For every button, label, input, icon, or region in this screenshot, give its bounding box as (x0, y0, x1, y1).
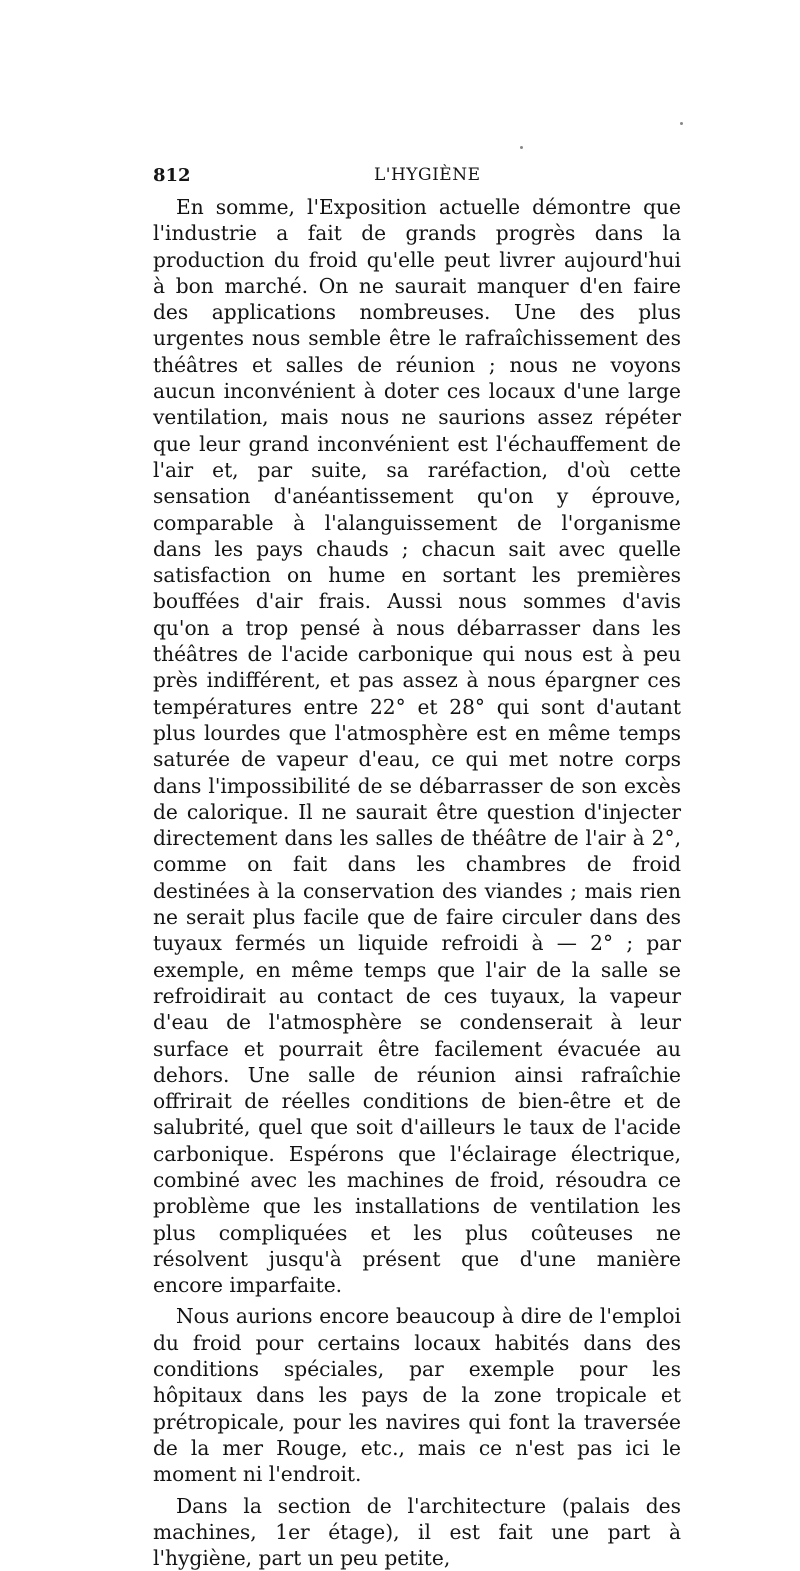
paragraph-architecture-section: Dans la section de l'architecture (palais des machines, 1er étage), il est fait une part à l'hygiène, part un peu petite, (153, 1493, 681, 1571)
paper-speck (680, 122, 683, 125)
page-number: 812 (153, 165, 191, 186)
paper-speck (520, 146, 523, 149)
page-header (153, 165, 667, 191)
body-text (153, 194, 681, 1571)
running-title: L'HYGIÈNE (374, 165, 481, 185)
paragraph-ventilation: En somme, l'Exposition actuelle démontre que l'industrie a fait de grands progrès dans la production du froid qu'elle peut livrer aujourd'hui à bon marché. On ne saurait manquer d'en faire des applications nombreuses. Une des plus urgentes nous semble être le rafraîchissement des théâtres et salles de réunion ; nous ne voyons aucun inconvénient à doter ces locaux d'une large ventilation, mais nous ne saurions assez répéter que leur grand inconvénient est l'échauffement de l'air et, par suite, sa raréfaction, d'où cette sensation d'anéantissement qu'on y éprouve, comparable à l'alanguissement de l'organisme dans les pays chauds ; chacun sait avec quelle satisfaction on hume en sortant les premières bouffées d'air frais. Aussi nous sommes d'avis qu'on a trop pensé à nous débarrasser dans les théâtres de l'acide carbonique qui nous est à peu près indifférent, et pas assez à nous épargner ces températures entre 22° et 28° qui sont d'autant plus lourdes que l'atmosphère est en même temps saturée de vapeur d'eau, ce qui met notre corps dans l'impossibilité de se débarrasser de son excès de calorique. Il ne saurait être question d'injecter directement dans les salles de théâtre de l'air à 2°, comme on fait dans les chambres de froid destinées à la conservation des viandes ; mais rien ne serait plus facile que de faire circuler dans des tuyaux fermés un liquide refroidi à — 2° ; par exemple, en même temps que l'air de la salle se refroidirait au contact de ces tuyaux, la vapeur d'eau de l'atmosphère se condenserait à leur surface et pourrait être facilement évacuée au dehors. Une salle de réunion ainsi rafraîchie offrirait de réelles conditions de bien-être et de salubrité, quel que soit d'ailleurs le taux de l'acide carbonique. Espérons que l'éclairage électrique, combiné avec les machines de froid, résoudra ce problème que les installations de ventilation les plus compliquées et les plus coûteuses ne résolvent jusqu'à présent que d'une manière encore imparfaite. (153, 195, 681, 1298)
paragraph-special-conditions: Nous aurions encore beaucoup à dire de l'emploi du froid pour certains locaux habités dans des conditions spéciales, par exemple pour les hôpitaux dans les pays de la zone tropicale et prétropicale, pour les navires qui font la traversée de la mer Rouge, etc., mais ce n'est pas ici le moment ni l'endroit. (153, 1304, 681, 1487)
